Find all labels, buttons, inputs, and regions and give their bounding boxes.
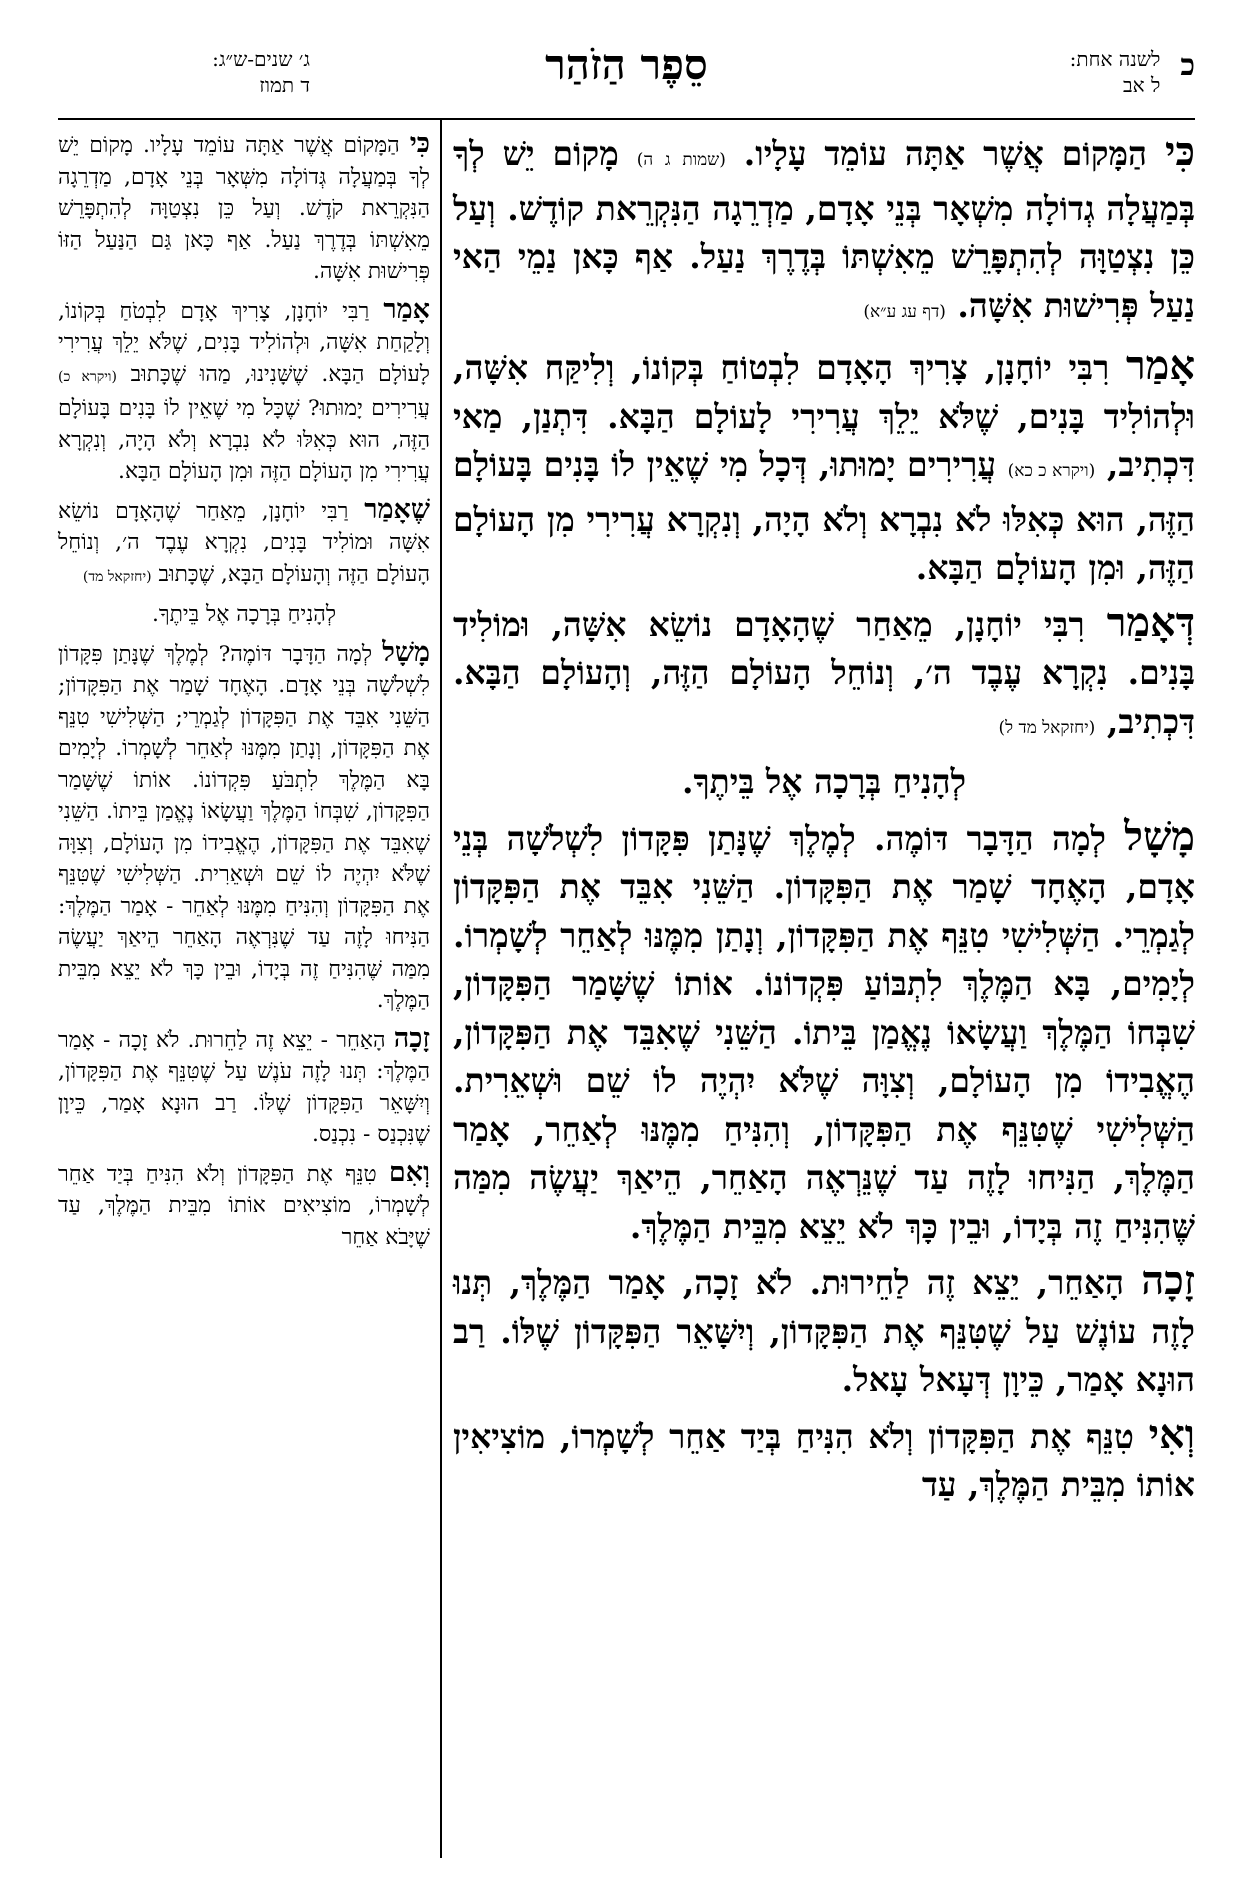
paragraph [58, 494, 430, 594]
schedule-line: ג׳ שנים-ש״ג: [212, 47, 310, 71]
opening-word: מָשָׁל [382, 636, 430, 668]
paragraph-text: הָאַחֵר, יֵצֵא זֶה לַחֵירוּת. לֹא זָכָה, אָמַר הַמֶּלֶךְ, תְּנוּ לָזֶה עוֹנֶשׁ עַל שֶׁטִּנֵּף אֶת הַפִּקָּדוֹן, וְיִשָּׁאֵר הַפִּקָּדוֹן שֶׁלּוֹ. רַב הוּנָא אָמַר, כֵּיוָן דְּעָאל עָאל. [453, 1263, 1195, 1399]
paragraph-text: הַמָּקוֹם אֲשֶׁר אַתָּה עוֹמֵד עָלָיו. [743, 134, 1165, 173]
paragraph [453, 128, 1195, 336]
source-reference: (ויקרא כ כא) [1007, 461, 1096, 481]
source-reference: (דף עג ע״א) [863, 301, 946, 322]
paragraph-text: רַבִּי יוֹחָנָן, מֵאַחַר שֶׁהָאָדָם נוֹשֵׂא אִשָּׁה וּמוֹלִיד בָּנִים, נִקְרָא עֶבֶד ה׳, וְנוֹחֵל הָעוֹלָם הַזֶּה וְהָעוֹלָם הַבָּא, שֶׁכָּתוּב [58, 498, 430, 587]
paragraph-text: טִנֵּף אֶת הַפִּקָּדוֹן וְלֹא הִנִּיחַ בְּיַד אַחֵר לְשָׁמְרוֹ, מוֹצִיאִין אוֹתוֹ מִבֵּית הַמֶּלֶךְ, עַד [453, 1416, 1195, 1504]
opening-word: וְאִי [1148, 1410, 1195, 1458]
paragraph [453, 342, 1195, 593]
paragraph [453, 813, 1195, 1252]
column-divider [440, 118, 442, 1858]
opening-word: כִּי [1164, 128, 1196, 175]
paragraph-text: לְמָה הַדָּבָר דּוֹמֶה. לְמֶלֶךְ שֶׁנָּתַן פִּקָּדוֹן לִשְׁלֹשָׁה בְּנֵי אָדָם, הָאֶחָד שָׁמַר אֶת הַפִּקָּדוֹן. הַשֵּׁנִי אִבֵּד אֶת הַפִּקָּדוֹן לְגַמְרֵי. הַשְּׁלִישִׁי טִנֵּף אֶת הַפִּקָּדוֹן, וְנָתַן מִמֶּנּוּ לְאַחֵר לְשָׁמְרוֹ. לְיָמִים, בָּא הַמֶּלֶךְ לִתְבּוֹעַ פִּקְדוֹנוֹ. אוֹתוֹ שֶׁשָּׁמַר הַפִּקָּדוֹן, שִׁבְּחוֹ הַמֶּלֶךְ וַעֲשָׂאוֹ נֶאֱמַן בֵּיתוֹ. הַשֵּׁנִי שֶׁאִבֵּד אֶת הַפִּקָּדוֹן, הֶאֱבִידוֹ מִן הָעוֹלָם, וְצִוָּה שֶׁלֹּא יִהְיֶה לוֹ שֵׁם וּשְׁאֵרִית. הַשְּׁלִישִׁי שֶׁטִּנֵּף אֶת הַפִּקָּדוֹן, וְהִנִּיחַ מִמֶּנּוּ לְאַחֵר, אָמַר הַמֶּלֶךְ, הַנִּיחוּ לָזֶה עַד שֶׁנֵּרְאֶה הָאַחֵר, הֵיאַךְ יַעֲשֶׂה מִמַּה שֶּׁהִנִּיחַ זֶה בְּיָדוֹ, וּבֵין כָּךְ לֹא יֵצֵא מִבֵּית הַמֶּלֶךְ. [453, 818, 1195, 1246]
opening-word: מָשָׁל [1124, 812, 1195, 860]
header-rule [58, 118, 1195, 120]
source-reference: (יחזקאל מד ל) [998, 717, 1096, 738]
source-reference: (שמות ג ה) [636, 150, 726, 170]
paragraph [453, 1411, 1195, 1510]
paragraph [58, 1023, 430, 1151]
paragraph [58, 1157, 430, 1254]
paragraph-text: רַבִּי יוֹחָנָן, צָרִיךְ אָדָם לִבְטֹחַ בְּקוֹנוֹ, וְלָקַחַת אִשָּׁה, וּלְהוֹלִיד בָּנִים, שֶׁלֹּא יֵלֵךְ עֲרִירִי לָעוֹלָם הַבָּא. שֶׁשָּׁנִינוּ, מַהוּ שֶׁכָּתוּב [58, 298, 431, 387]
opening-word: כִּי [409, 128, 430, 159]
paragraph-text: לְמָה הַדָּבָר דּוֹמֶה? לְמֶלֶךְ שֶׁנָּתַן פִּקָּדוֹן לִשְׁלֹשָׁה בְּנֵי אָדָם. הָאֶחָד שָׁמַר אֶת הַפִּקָּדוֹן; הַשֵּׁנִי אִבֵּד אֶת הַפִּקָּדוֹן לְגַמְרֵי; הַשְּׁלִישִׁי טִנֵּף אֶת הַפִּקָּדוֹן, וְנָתַן מִמֶּנּוּ לְאַחֵר לְשָׁמְרוֹ. לְיָמִים בָּא הַמֶּלֶךְ לִתְבֹּעַ פִּקְדוֹנוֹ. אוֹתוֹ שֶׁשָּׁמַר הַפִּקָּדוֹן, שִׁבְּחוֹ הַמֶּלֶךְ וַעֲשָׂאוֹ נֶאֱמַן בֵּיתוֹ. הַשֵּׁנִי שֶׁאִבֵּד אֶת הַפִּקָּדוֹן, הֶאֱבִידוֹ מִן הָעוֹלָם, וְצִוָּה שֶׁלֹּא יִהְיֶה לוֹ שֵׁם וּשְׁאֵרִית. הַשְּׁלִישִׁי שֶׁטִּנֵּף אֶת הַפִּקָּדוֹן וְהִנִּיחַ מִמֶּנּוּ לְאַחֵר - אָמַר הַמֶּלֶךְ: הַנִּיחוּ לָזֶה עַד שֶׁנִּרְאֶה הָאַחֵר הֵיאַךְ יַעֲשֶׂה מִמַּה שֶּׁהִנִּיחַ זֶה בְּיָדוֹ, וּבֵין כָּךְ לֹא יֵצֵא מִבֵּית הַמֶּלֶךְ. [58, 641, 430, 1013]
page-number: כ [1180, 48, 1195, 83]
paragraph-text: טִנֵּף אֶת הַפִּקָּדוֹן וְלֹא הִנִּיחַ בְּיַד אַחֵר לְשָׁמְרוֹ, מוֹצִיאִים אוֹתוֹ מִבֵּית הַמֶּלֶךְ, עַד שֶׁיָּבֹא אַחֵר [58, 1161, 430, 1250]
verse-quote: לְהָנִיחַ בְּרָכָה אֶל בֵּיתֶךָ. [681, 762, 967, 801]
opening-word: דְּאָמַר [1106, 598, 1195, 646]
page-title: סֵפֶר הַזֹהַר [545, 40, 708, 89]
paragraph-text: מָקוֹם יֵשׁ לְךָ בְּמַעֲלָה גְדוֹלָה מִשְׁאָר בְּנֵי אָדָם, מַדְרֵגָה הַנִּקְרֵאת קוֹדֶשׁ. וְעַל כֵּן נִצְטַוָּה לְהִתְפָּרֵשׁ מֵאִשְׁתּוֹ בְּדֶרֶךְ נַעַל. אַף כָּאן נַמֵי הַאי נַעַל פְּרִישׁוּת אִשָּׁה. [453, 134, 1195, 325]
opening-word: זָכָה [1141, 1257, 1195, 1304]
opening-word: וְאִם [388, 1156, 430, 1188]
paragraph-text: עֲרִירִים יָמוּתוּ? שֶׁכָּל מִי שֶׁאֵין לוֹ בָּנִים בָּעוֹלָם הַזֶּה, הוּא כְּאִלּוּ לֹא נִבְרָא וְלֹא הָיָה, וְנִקְרָא עֲרִירִי מִן הָעוֹלָם הַזֶּה וּמִן הָעוֹלָם הַבָּא. [58, 396, 430, 484]
paragraph [58, 637, 430, 1017]
commentary-column [58, 128, 430, 1259]
schedule-date: ל אב [1122, 73, 1161, 97]
paragraph [453, 599, 1195, 753]
opening-word: זָכָה [393, 1022, 430, 1054]
opening-word: אָמַר [383, 293, 430, 325]
schedule-line: לשנה אחת: [1069, 47, 1161, 71]
paragraph-text: עֲרִירִים יָמוּתוּ, דְּכָל מִי שֶׁאֵין לוֹ בָּנִים בָּעוֹלָם הַזֶּה, הוּא כְּאִלּוּ לֹא נִבְרָא וְלֹא הָיָה, וְנִקְרָא עֲרִירִי מִן הָעוֹלָם הַזֶּה, וּמִן הָעוֹלָם הַבָּא. [453, 445, 1196, 587]
paragraph-text: הַמָּקוֹם אֲשֶׁר אַתָּה עוֹמֵד עָלָיו. מָקוֹם יֵשׁ לְךָ בְּמַעֲלָה גְּדוֹלָה מִשְּׁאָר בְּנֵי אָדָם, מַדְרֵגָה הַנִּקְרֵאת קֹדֶשׁ. וְעַל כֵּן נִצְטַוָּה לְהִתְפָּרֵשׁ מֵאִשְׁתּוֹ בְּדֶרֶךְ נַעַל. אַף כָּאן גַּם הַנַּעַל הַזּוֹ פְּרִישׁוּת אִשָּׁה. [58, 133, 430, 284]
source-reference: (יחזקאל מד) [82, 568, 152, 585]
verse-quote: לְהָנִיחַ בְּרָכָה אֶל בֵּיתֶךָ. [151, 602, 337, 627]
paragraph-text: רִבִּי יוֹחָנָן, מֵאַחַר שֶׁהָאָדָם נוֹשֵׂא אִשָּׁה, וּמוֹלִיד בָּנִים. נִקְרָא עֶבֶד ה׳, וְנוֹחֵל הָעוֹלָם הַזֶּה, וְהָעוֹלָם הַבָּא. דִּכְתִיב, [453, 604, 1195, 741]
main-text-column [453, 128, 1195, 1516]
source-reference: (ויקרא כ) [58, 368, 117, 385]
paragraph-text: הָאַחֵר - יֵצֵא זֶה לַחֵרוּת. לֹא זָכָה - אָמַר הַמֶּלֶךְ: תְּנוּ לָזֶה עֹנֶשׁ עַל שֶׁטִּנֵּף אֶת הַפִּקָּדוֹן, וְיִשָּׁאֵר הַפִּקָּדוֹן שֶׁלּוֹ. רַב הוּנָא אָמַר, כֵּיוָן שֶׁנִּכְנַס - נִכְנַס. [58, 1027, 430, 1147]
paragraph [453, 1257, 1195, 1405]
paragraph [58, 294, 430, 488]
schedule-date: ד תמוז [259, 73, 310, 97]
reading-schedule-left [60, 46, 310, 126]
paragraph [58, 128, 430, 288]
opening-word: שֶׁאָמַר [364, 493, 430, 525]
opening-word: אָמַר [1125, 342, 1195, 389]
paragraph-text: רִבִּי יוֹחָנָן, צָרִיךְ הָאָדָם לִבְטוֹחַ בְּקוֹנוֹ, וְלִיקַּח אִשָּׁה, וּלְהוֹלִיד בָּנִים, שֶׁלֹּא יֵלֵךְ עֲרִירִי לָעוֹלָם הַבָּא. דִּתְנַן, מַאי דִּכְתִיב, [453, 348, 1195, 484]
